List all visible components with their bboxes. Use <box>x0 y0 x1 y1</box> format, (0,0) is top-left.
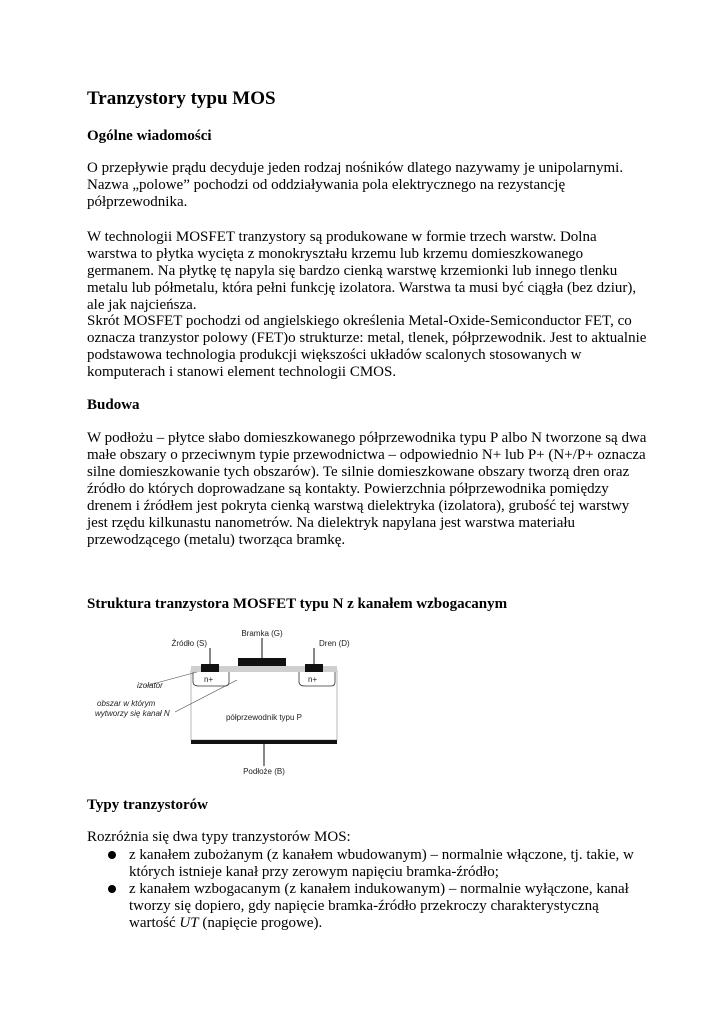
channel-note-line1: obszar w którym <box>97 699 156 708</box>
gate-label: Bramka (G) <box>241 629 283 638</box>
substrate-label: półprzewodnik typu P <box>225 713 303 722</box>
source-contact <box>201 664 219 672</box>
insulator-label: izolator <box>137 681 163 690</box>
section-heading-types: Typy tranzystorów <box>87 797 208 813</box>
section-heading-figure: Struktura tranzystora MOSFET typu N z kanałem wzbogacanym <box>87 596 508 612</box>
drain-label: Dren (D) <box>319 639 350 648</box>
n-plus-label-right: n+ <box>308 675 318 684</box>
paragraph: Skrót MOSFET pochodzi od angielskiego określenia Metal-Oxide-Semiconductor FET, co oznacza tranzystor polowy (FET)o strukturze: metal, tlenek, półprzewodnik. Jest to aktualnie podstawowa technologia produkcji większości układów scalonych stosowanych w komputerach i stanowi element technologii CMOS. <box>87 313 647 380</box>
paragraph: W technologii MOSFET tranzystory są produkowane w formie trzech warstw. Dolna warstwa to płytka wycięta z monokryształu krzemu lub krzemu domieszkowanego germanem. Na płytkę tę napyla się bardzo cienką warstwę krzemionki lub innego tlenku metalu lub półmetalu, która pełni funkcję izolatora. Warstwa ta musi być ciągła (bez dziur), ale jak najcieńsza. <box>87 229 637 313</box>
source-label: Źródło (S) <box>171 639 207 648</box>
section-heading-general: Ogólne wiadomości <box>87 128 212 144</box>
list-item-text: z kanałem wzbogacanym (z kanałem indukowanym) – normalnie wyłączone, kanał tworzy się dopiero, gdy napięcie bramka-źródło przekroczy charakterystyczną wartość <box>129 881 629 931</box>
page-title: Tranzystory typu MOS <box>87 88 276 109</box>
gate-electrode <box>238 658 286 666</box>
channel-note-line2: wytworzy się kanał N <box>95 709 170 718</box>
list-item-text-end: (napięcie progowe). <box>198 915 323 931</box>
bullet-icon <box>108 885 116 893</box>
types-list <box>87 847 647 932</box>
ut-symbol: UT <box>179 915 199 931</box>
body-label: Podłoże (B) <box>243 767 285 776</box>
paragraph: W podłożu – płytce słabo domieszkowanego półprzewodnika typu P albo N tworzone są dwa małe obszary o przeciwnym typie przewodnictwa – odpowiednio N+ lub P+ (N+/P+ oznacza silne domieszkowanie tych obszarów). Te silnie domieszkowane obszary tworzą dren oraz źródło do których doprowadzane są kontakty. Powierzchnia półprzewodnika pomiędzy drenem i źródłem jest pokryta cienką warstwą dielektryka (izolatora), grubość tej warstwy jest rzędu kilkunastu nanometrów. Na dielektryk napylana jest warstwa materiału przewodzącego (metalu) tworząca bramkę. <box>87 430 647 548</box>
list-item <box>87 847 647 881</box>
paragraph: O przepływie prądu decyduje jeden rodzaj nośników dlatego nazywamy je unipolarnymi. Nazwa „polowe” pochodzi od oddziaływania pola elektrycznego na rezystancję półprzewodnika. <box>87 160 624 210</box>
types-intro: Rozróżnia się dwa typy tranzystorów MOS: <box>87 829 351 845</box>
list-item-text: z kanałem zubożanym (z kanałem wbudowanym) – normalnie włączone, tj. takie, w których istnieje kanał przy zerowym napięciu bramka-źródło; <box>129 847 634 880</box>
bullet-icon <box>108 851 116 859</box>
n-plus-label-left: n+ <box>204 675 214 684</box>
body-contact <box>191 740 337 744</box>
list-item <box>87 881 647 932</box>
mosfet-diagram <box>87 628 387 778</box>
section-heading-structure: Budowa <box>87 397 140 413</box>
drain-contact <box>305 664 323 672</box>
